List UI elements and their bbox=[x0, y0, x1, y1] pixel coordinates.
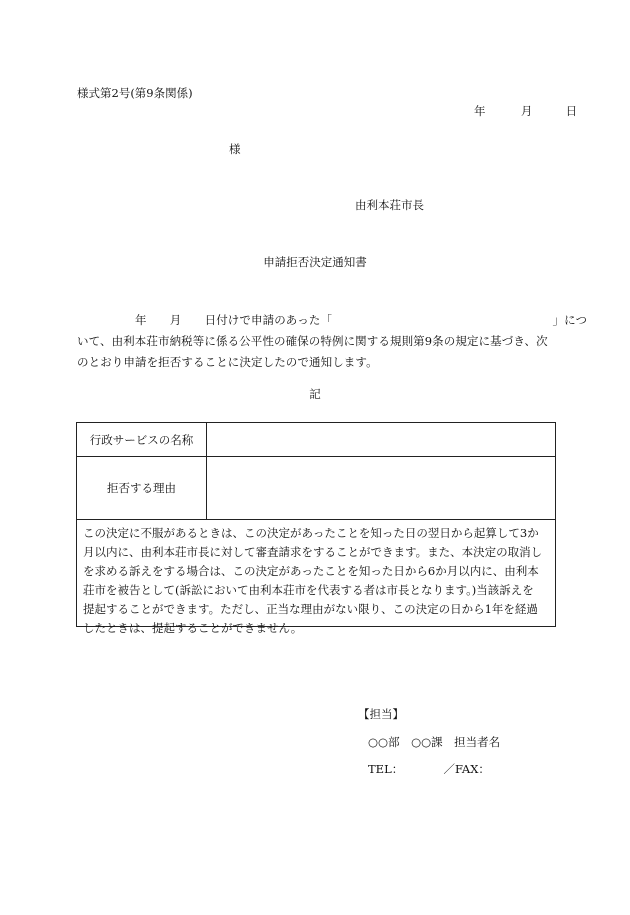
contact-heading: 【担当】 bbox=[358, 707, 404, 721]
body-text bbox=[77, 310, 588, 373]
body-line-2: いて、由利本荘市納税等に係る公平性の確保の特例に関する規則第9条の規定に基づき、次 bbox=[77, 334, 548, 348]
notice-line-3: を求める訴えをする場合は、この決定があったことを知った日から6か月以内に、由利本 bbox=[83, 564, 539, 578]
reason-label: 拒否する理由 bbox=[107, 480, 176, 495]
document-title: 申請拒否決定通知書 bbox=[263, 255, 367, 269]
reason-row bbox=[77, 456, 555, 520]
date-day: 日 bbox=[565, 104, 578, 118]
appeal-notice bbox=[83, 524, 553, 638]
form-label: 様式第2号(第9条関係) bbox=[77, 86, 193, 100]
service-name-row bbox=[77, 423, 555, 457]
column-divider bbox=[206, 456, 207, 519]
contact-tel-fax: TEL： ／FAX： bbox=[368, 762, 490, 776]
date-year: 年 bbox=[474, 104, 486, 118]
notice-line-5: 提起することができます。ただし、正当な理由がない限り、この決定の日から1年を経過 bbox=[83, 602, 538, 616]
notice-line-4: 荘市を被告として(訴訟において由利本荘市を代表する者は市長となります。)当該訴えを bbox=[83, 583, 534, 597]
decision-table bbox=[76, 422, 556, 635]
body-line-1: 年 月 日付けで申請のあった「 」につ bbox=[77, 313, 588, 327]
date-line bbox=[474, 103, 577, 119]
notice-line-6: したときは、提起することができません。 bbox=[83, 621, 303, 635]
service-name-label: 行政サービスの名称 bbox=[89, 432, 194, 447]
notice-line-1: この決定に不服があるときは、この決定があったことを知った日の翌日から起算して3か bbox=[83, 526, 539, 540]
column-divider bbox=[206, 423, 207, 456]
issuer: 由利本荘市長 bbox=[355, 198, 424, 212]
notice-line-2: 月以内に、由利本荘市長に対して審査請求をすることができます。また、本決定の取消し bbox=[83, 545, 543, 559]
ki-heading: 記 bbox=[309, 387, 321, 401]
contact-department: ○○部 ○○課 担当者名 bbox=[368, 735, 501, 749]
addressee-suffix: 様 bbox=[229, 142, 241, 156]
date-month: 月 bbox=[520, 104, 533, 118]
body-line-3: のとおり申請を拒否することに決定したので通知します。 bbox=[77, 355, 378, 369]
